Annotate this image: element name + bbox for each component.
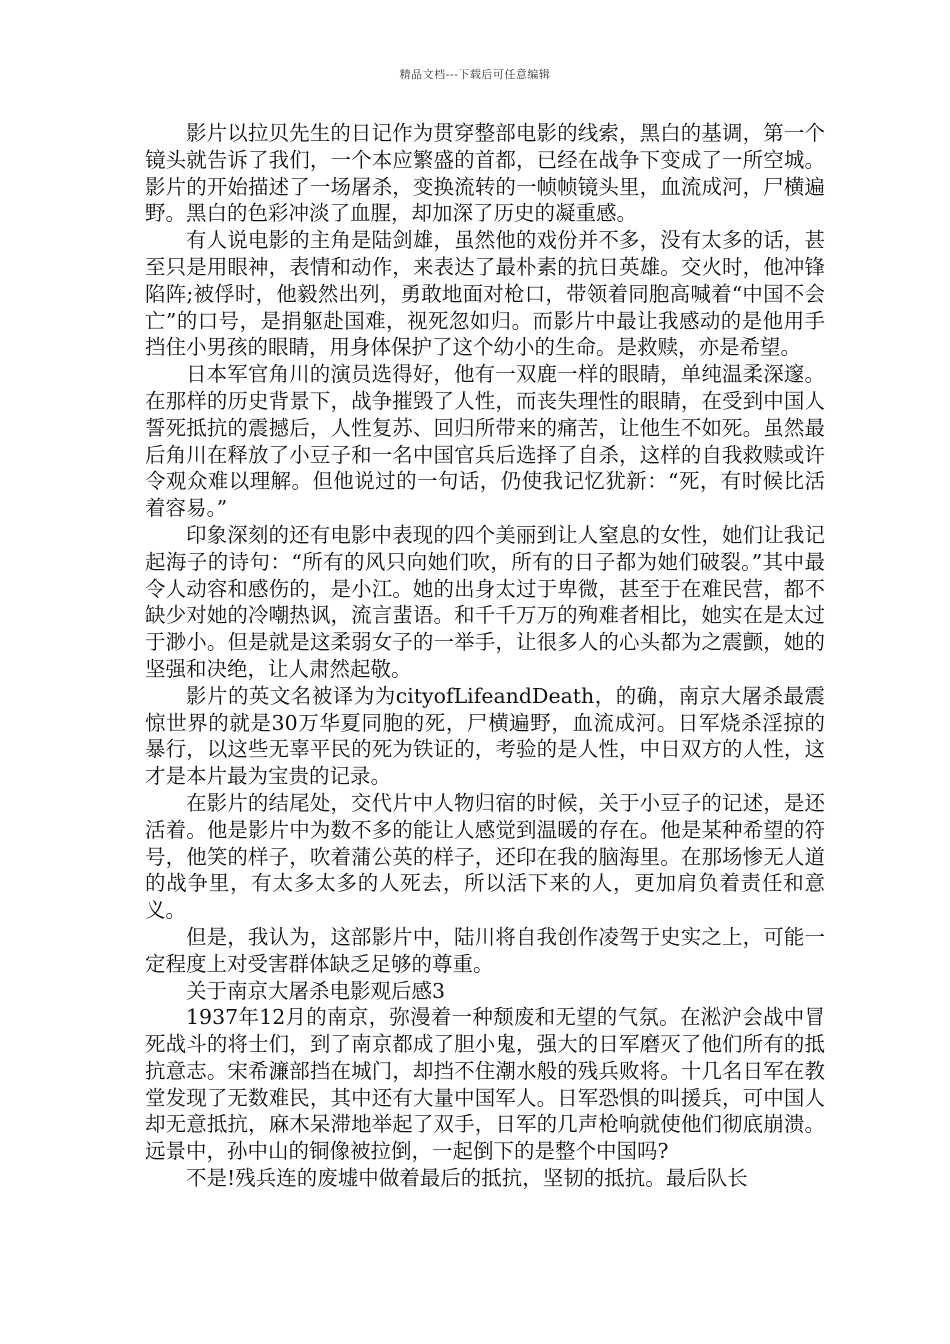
document-body — [145, 120, 825, 1192]
paragraph: 在影片的结尾处，交代片中人物归宿的时候，关于小豆子的记述，是还活着。他是影片中为数不多的能让人感觉到温暖的存在。他是某种希望的符号，他笑的样子，吹着蒲公英的样子，还印在我的脑海里。在那场惨无人道的战争里，有太多太多的人死去，所以活下来的人，更加肩负着责任和意义。 — [145, 790, 825, 923]
paragraph: 有人说电影的主角是陆剑雄，虽然他的戏份并不多，没有太多的话，甚至只是用眼神，表情和动作，来表达了最朴素的抗日英雄。交火时，他冲锋陷阵;被俘时，他毅然出列，勇敢地面对枪口，带领着同胞高喊着“中国不会亡”的口号，是捐躯赴国难，视死忽如归。而影片中最让我感动的是他用手挡住小男孩的眼睛，用身体保护了这个幼小的生命。是救赎，亦是希望。 — [145, 228, 825, 360]
section-heading: 关于南京大屠杀电影观后感3 — [186, 978, 446, 1003]
paragraph: 影片的英文名被译为为cityofLifeandDeath，的确，南京大屠杀最震惊世界的就是30万华夏同胞的死，尸横遍野，血流成河。日军烧杀淫掠的暴行，以这些无辜平民的死为铁证的，考验的是人性，中日双方的人性，这才是本片最为宝贵的记录。 — [145, 683, 825, 789]
paragraph: 但是，我认为，这部影片中，陆川将自我创作凌驾于史实之上，可能一定程度上对受害群体缺乏足够的尊重。 — [145, 924, 825, 976]
page-header: 精品文档---下载后可任意编辑 — [399, 68, 551, 81]
paragraph: 1937年12月的南京，弥漫着一种颓废和无望的气氛。在淞沪会战中冒死战斗的将士们，到了南京都成了胆小鬼，强大的日军磨灭了他们所有的抵抗意志。宋希濂部挡在城门，却挡不住潮水般的残兵败将。十几名日军在教堂发现了无数难民，其中还有大量中国军人。日军恐惧的叫援兵，可中国人却无意抵抗，麻木呆滞地举起了双手，日军的几声枪响就使他们彻底崩溃。远景中，孙中山的铜像被拉倒，一起倒下的是整个中国吗? — [145, 1005, 825, 1164]
paragraph: 不是!残兵连的废墟中做着最后的抵抗，坚韧的抵抗。最后队长 — [186, 1166, 748, 1191]
paragraph: 影片以拉贝先生的日记作为贯穿整部电影的线索，黑白的基调，第一个镜头就告诉了我们，一个本应繁盛的首都，已经在战争下变成了一所空城。影片的开始描述了一场屠杀，变换流转的一帧帧镜头里，血流成河，尸横遍野。黑白的色彩冲淡了血腥，却加深了历史的凝重感。 — [145, 121, 825, 226]
paragraph: 印象深刻的还有电影中表现的四个美丽到让人窒息的女性，她们让我记起海子的诗句：“所有的风只向她们吹，所有的日子都为她们破裂。”其中最令人动容和感伤的，是小江。她的出身太过于卑微，甚至于在难民营，都不缺少对她的冷嘲热讽，流言蜚语。和千千万万的殉难者相比，她实在是太过于渺小。但是就是这柔弱女子的一举手，让很多人的心头都为之震颤，她的坚强和决绝，让人肃然起敬。 — [145, 522, 825, 681]
paragraph: 日本军官角川的演员选得好，他有一双鹿一样的眼睛，单纯温柔深邃。在那样的历史背景下，战争摧毁了人性，而丧失理性的眼睛，在受到中国人誓死抵抗的震撼后，人性复苏、回归所带来的痛苦，让他生不如死。虽然最后角川在释放了小豆子和一名中国官兵后选择了自杀，这样的自我救赎或许令观众难以理解。但他说过的一句话，仍使我记忆犹新：“死，有时候比活着容易。” — [145, 362, 825, 521]
